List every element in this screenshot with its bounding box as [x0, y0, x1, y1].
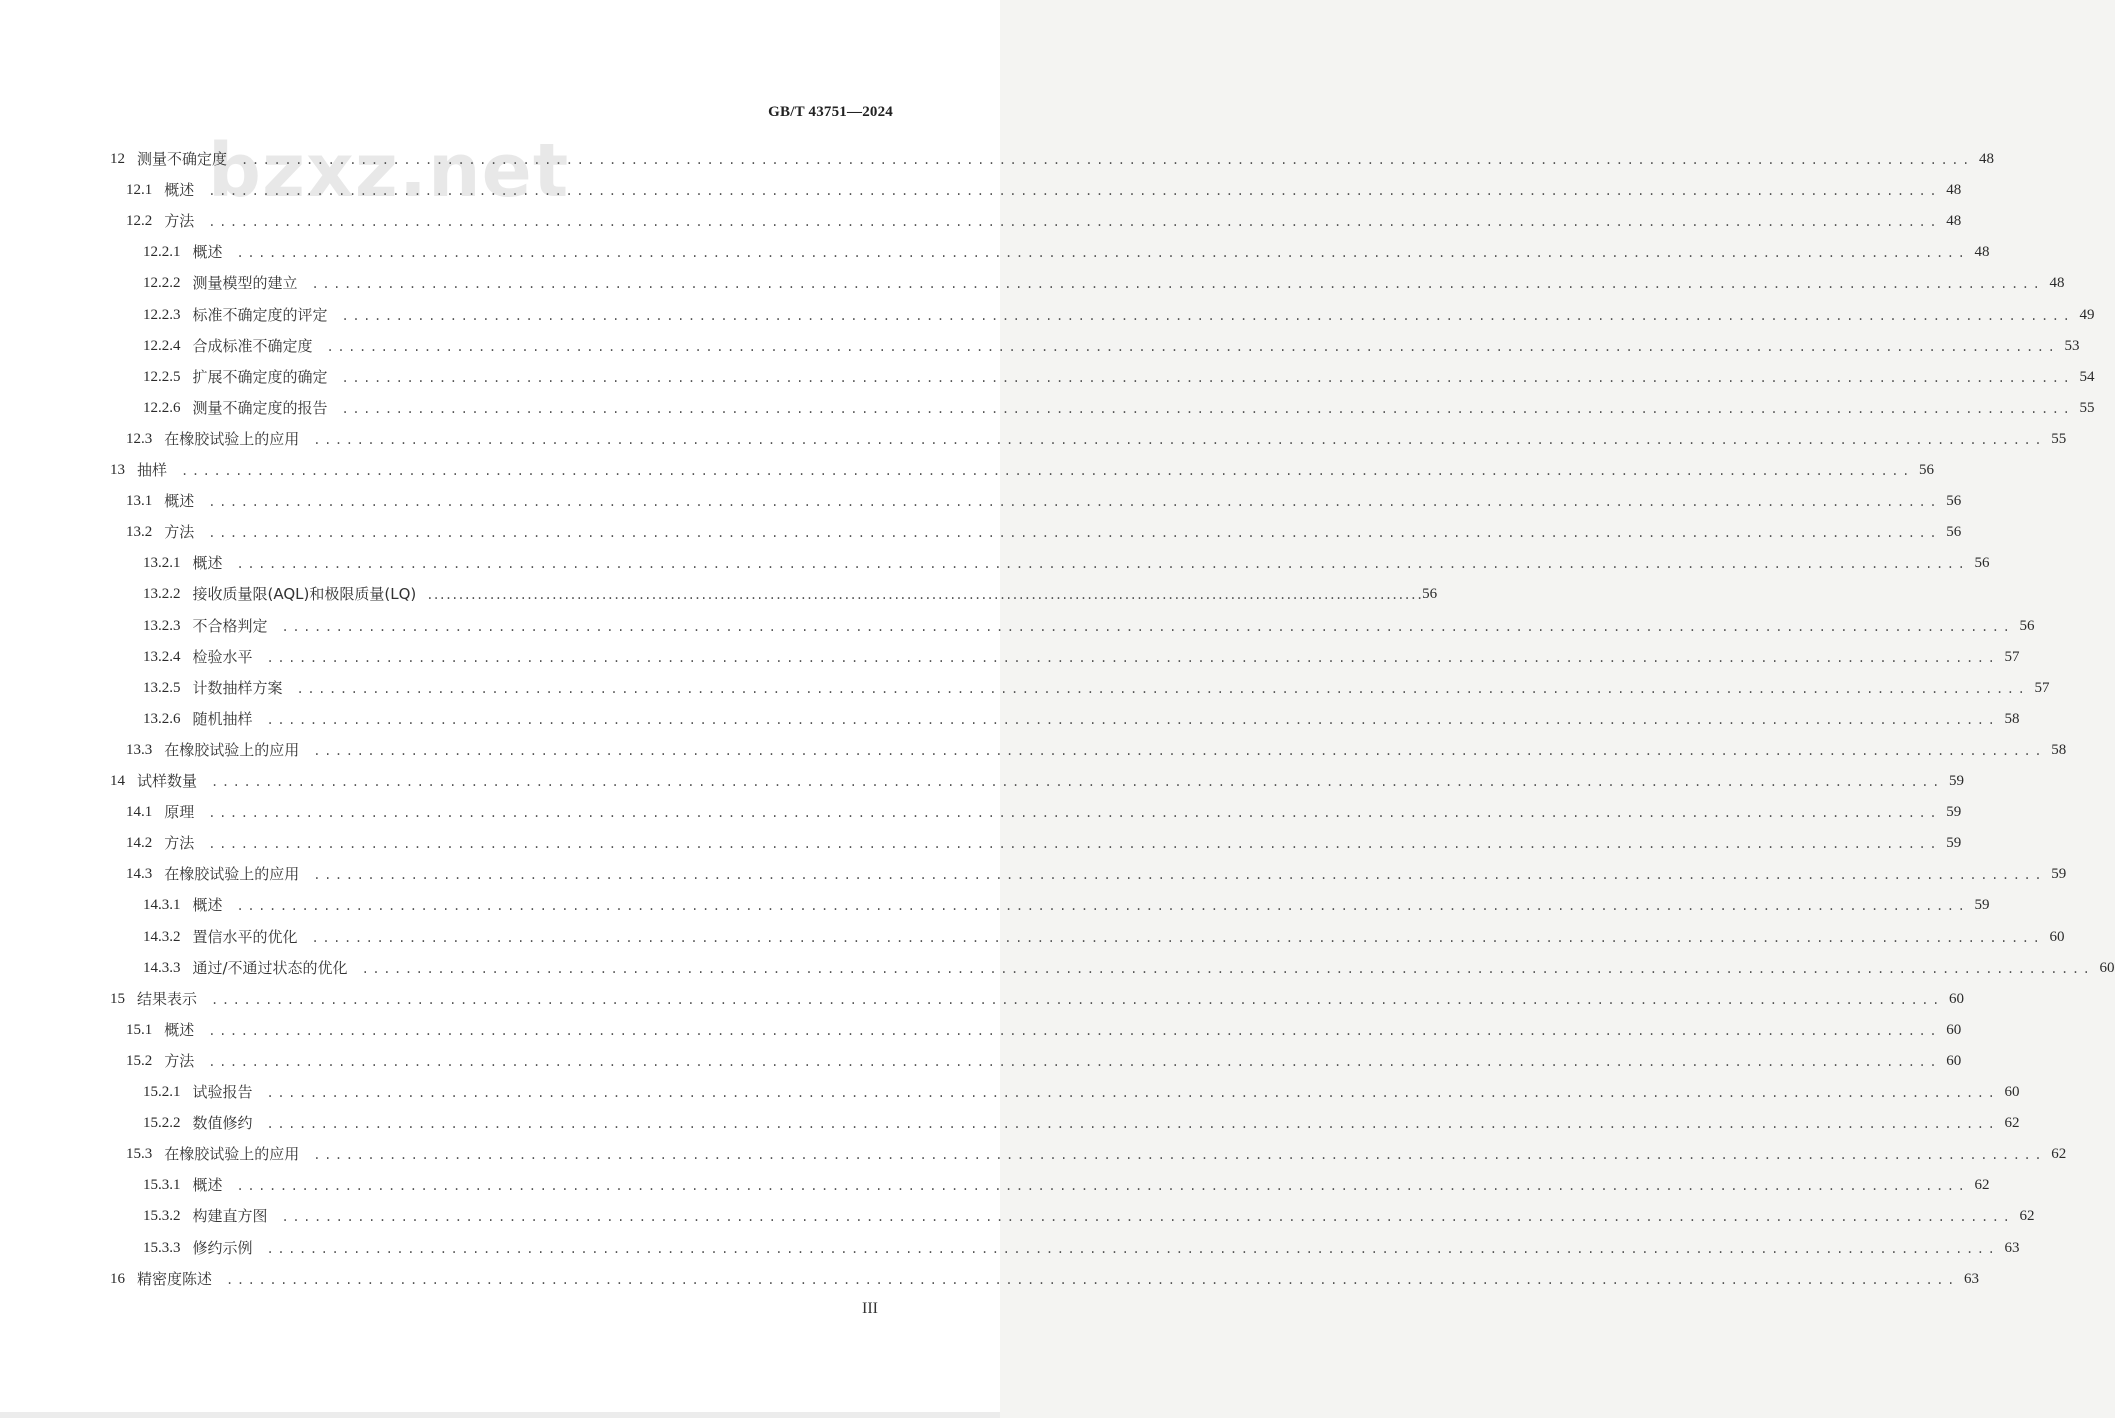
- toc-dot-leader: ................................................................................................................................................................: [208, 184, 1941, 199]
- toc-entry[interactable]: [126, 1139, 2067, 1170]
- toc-entry[interactable]: [143, 362, 2095, 393]
- toc-section-title: 测量模型的建立: [192, 274, 298, 293]
- toc-section-number: 12.2: [126, 213, 153, 230]
- toc-section-title: 测量不确定度的报告: [192, 398, 328, 417]
- toc-section-title: 方法: [164, 1051, 195, 1070]
- toc-dot-leader: ................................................................................................................................................................: [341, 370, 2074, 385]
- toc-section-title: 方法: [164, 523, 195, 542]
- toc-section-title: 在橡胶试验上的应用: [164, 1145, 300, 1164]
- toc-entry[interactable]: [126, 424, 2067, 455]
- toc-page-number: 53: [2064, 337, 2080, 354]
- toc-section-title: 置信水平的优化: [192, 927, 298, 946]
- toc-section-number: 13.2.6: [143, 710, 181, 727]
- toc-entry[interactable]: [143, 268, 2065, 299]
- toc-dot-leader: ................................................................................................................................................................: [296, 681, 2029, 696]
- toc-section-title: 概述: [192, 896, 223, 915]
- toc-entry[interactable]: [143, 1077, 2020, 1108]
- toc-section-number: 13.2.2: [143, 586, 181, 603]
- toc-entry[interactable]: [110, 455, 1934, 486]
- toc-page-number: 60: [1946, 1021, 1962, 1038]
- toc-section-title: 结果表示: [137, 989, 198, 1008]
- toc-section-number: 15.3.2: [143, 1208, 181, 1225]
- toc-section-number: 14.3.3: [143, 959, 181, 976]
- toc-section-number: 15.2.2: [143, 1115, 181, 1132]
- toc-page-number: 60: [2099, 959, 2115, 976]
- toc-section-title: 原理: [164, 803, 195, 822]
- toc-entry[interactable]: [126, 828, 1962, 859]
- toc-dot-leader: ................................................................................................................................................................: [211, 775, 1943, 789]
- toc-page-number: 60: [1948, 990, 1964, 1007]
- toc-dot-leader: ................................................................................................................................................................: [236, 557, 1969, 572]
- toc-section-number: 12.2.4: [143, 337, 181, 354]
- toc-section-title: 在橡胶试验上的应用: [164, 865, 300, 884]
- toc-section-title: 检验水平: [192, 647, 253, 666]
- toc-page-number: 56: [1974, 555, 1990, 572]
- toc-page-number: 48: [1946, 213, 1962, 230]
- watermark-text: bzxz.net: [208, 128, 570, 214]
- toc-page-number: 49: [2079, 306, 2095, 323]
- toc-dot-leader: ................................................................................................................................................................: [426, 588, 1423, 603]
- toc-dot-leader: ................................................................................................................................................................: [313, 1148, 2046, 1163]
- toc-entry[interactable]: [143, 1233, 2020, 1264]
- toc-section-title: 不合格判定: [192, 616, 268, 635]
- toc-page-number: 62: [1974, 1177, 1990, 1194]
- toc-entry[interactable]: [126, 859, 2067, 890]
- toc-section-title: 随机抽样: [192, 709, 253, 728]
- toc-page-number: 48: [1946, 182, 1962, 199]
- toc-entry[interactable]: [126, 1046, 1962, 1077]
- toc-page-number: 58: [2004, 710, 2020, 727]
- toc-section-title: 概述: [192, 554, 223, 573]
- toc-section-title: 计数抽样方案: [192, 678, 283, 697]
- toc-dot-leader: ................................................................................................................................................................: [341, 401, 2074, 416]
- toc-dot-leader: ................................................................................................................................................................: [361, 961, 2094, 976]
- toc-dot-leader: ................................................................................................................................................................: [208, 495, 1941, 510]
- toc-page-number: 48: [1974, 244, 1990, 261]
- toc-entry[interactable]: [126, 735, 2067, 766]
- toc-page-number: 60: [2004, 1084, 2020, 1100]
- toc-section-number: 14.3: [126, 866, 153, 883]
- toc-section-number: 14: [110, 773, 125, 789]
- toc-entry[interactable]: [143, 1201, 2035, 1232]
- toc-page-number: 57: [2004, 648, 2020, 665]
- toc-entry[interactable]: [143, 548, 1990, 579]
- toc-section-title: 通过/不通过状态的优化: [192, 958, 348, 977]
- toc-entry[interactable]: [110, 984, 1964, 1015]
- page-number: III: [862, 1300, 878, 1317]
- toc-dot-leader: ................................................................................................................................................................: [208, 1023, 1941, 1038]
- toc-entry[interactable]: [143, 237, 1990, 268]
- toc-page-number: 62: [2004, 1115, 2020, 1132]
- toc-page-number: 62: [2051, 1146, 2067, 1163]
- toc-dot-leader: ................................................................................................................................................................: [241, 153, 1973, 167]
- toc-section-number: 13.2.4: [143, 648, 181, 665]
- toc-dot-leader: ................................................................................................................................................................: [281, 619, 2014, 634]
- toc-entry[interactable]: [110, 1264, 1979, 1295]
- toc-page-number: 57: [2034, 679, 2050, 696]
- toc-entry[interactable]: [143, 331, 2080, 362]
- toc-section-number: 13.3: [126, 741, 153, 758]
- toc-section-title: 标准不确定度的评定: [192, 305, 328, 324]
- toc-page-number: 56: [1422, 586, 1438, 603]
- toc-dot-leader: ................................................................................................................................................................: [266, 1241, 1999, 1256]
- toc-section-number: 12.2.3: [143, 306, 181, 323]
- toc-section-number: 12.2.6: [143, 399, 181, 416]
- toc-page-number: 55: [2051, 430, 2067, 447]
- toc-section-number: 14.1: [126, 804, 153, 821]
- toc-section-number: 15.3.3: [143, 1239, 181, 1256]
- toc-section-number: 12.2.1: [143, 244, 181, 261]
- toc-page-number: 59: [1946, 804, 1962, 821]
- toc-dot-leader: ................................................................................................................................................................: [313, 743, 2046, 758]
- toc-section-title: 试验报告: [192, 1083, 253, 1101]
- toc-dot-leader: ................................................................................................................................................................: [311, 277, 2044, 292]
- toc-section-title: 接收质量限(AQL)和极限质量(LQ): [192, 585, 417, 604]
- toc-section-title: 扩展不确定度的确定: [192, 367, 328, 386]
- toc-page-number: 54: [2079, 368, 2095, 385]
- toc-section-title: 在橡胶试验上的应用: [164, 740, 300, 759]
- toc-entry[interactable]: [143, 673, 2050, 704]
- toc-section-number: 14.2: [126, 835, 153, 852]
- toc-section-number: 13: [110, 462, 125, 478]
- toc-section-number: 16: [110, 1270, 125, 1287]
- toc-section-title: 方法: [164, 834, 195, 853]
- toc-page-number: 56: [1918, 462, 1934, 478]
- toc-entry[interactable]: [143, 922, 2065, 953]
- toc-section-title: 修约示例: [192, 1238, 253, 1257]
- toc-section-number: 15.1: [126, 1021, 153, 1038]
- toc-page-number: 60: [2049, 928, 2065, 945]
- toc-entry[interactable]: [126, 797, 1962, 828]
- toc-dot-leader: ................................................................................................................................................................: [266, 712, 1999, 727]
- toc-dot-leader: ................................................................................................................................................................: [211, 992, 1943, 1007]
- toc-entry[interactable]: [126, 175, 1962, 206]
- toc-section-title: 概述: [192, 1176, 223, 1195]
- toc-page-number: 60: [1946, 1052, 1962, 1069]
- toc-entry[interactable]: [126, 486, 1962, 517]
- toc-section-number: 15.3.1: [143, 1177, 181, 1194]
- toc-section-title: 概述: [192, 243, 223, 262]
- toc-dot-leader: ................................................................................................................................................................: [236, 246, 1969, 261]
- toc-dot-leader: ................................................................................................................................................................: [266, 1086, 1999, 1100]
- toc-entry[interactable]: [126, 517, 1962, 548]
- toc-entry[interactable]: [110, 766, 1964, 797]
- toc-dot-leader: ................................................................................................................................................................: [208, 526, 1941, 541]
- toc-entry[interactable]: [143, 300, 2095, 331]
- toc-entry[interactable]: [126, 1015, 1962, 1046]
- toc-entry[interactable]: [126, 206, 1962, 237]
- toc-section-number: 12: [110, 151, 125, 167]
- toc-page-number: 59: [1948, 773, 1964, 789]
- toc-dot-leader: ................................................................................................................................................................: [313, 432, 2046, 447]
- toc-section-title: 概述: [164, 181, 195, 200]
- toc-section-title: 概述: [164, 1020, 195, 1039]
- toc-entry[interactable]: [143, 579, 1438, 610]
- toc-entry[interactable]: [143, 642, 2020, 673]
- toc-page-number: 56: [1946, 493, 1962, 510]
- toc-section-title: 概述: [164, 492, 195, 511]
- toc-section-title: 在橡胶试验上的应用: [164, 429, 300, 448]
- toc-entry[interactable]: [143, 953, 2115, 984]
- toc-page-number: 48: [1978, 151, 1994, 167]
- toc-section-title: 测量不确定度: [137, 150, 228, 168]
- toc-section-number: 14.3.2: [143, 928, 181, 945]
- toc-page-number: 63: [2004, 1239, 2020, 1256]
- toc-page-number: 56: [1946, 524, 1962, 541]
- toc-section-number: 12.2.2: [143, 275, 181, 292]
- toc-page-number: 62: [2019, 1208, 2035, 1225]
- page-bottom-edge: [0, 1412, 1000, 1418]
- toc-section-number: 13.1: [126, 493, 153, 510]
- toc-dot-leader: ................................................................................................................................................................: [266, 650, 1999, 665]
- toc-entry[interactable]: [143, 704, 2020, 735]
- toc-dot-leader: ................................................................................................................................................................: [313, 868, 2046, 883]
- toc-section-number: 12.1: [126, 182, 153, 199]
- toc-dot-leader: ................................................................................................................................................................: [326, 339, 2059, 354]
- toc-section-title: 试样数量: [137, 772, 198, 790]
- toc-page-number: 59: [1974, 897, 1990, 914]
- toc-dot-leader: ................................................................................................................................................................: [181, 464, 1913, 478]
- toc-section-number: 15.2.1: [143, 1084, 181, 1100]
- toc-section-title: 数值修约: [192, 1114, 253, 1133]
- toc-entry[interactable]: [143, 890, 1990, 921]
- toc-section-number: 12.3: [126, 430, 153, 447]
- toc-section-number: 14.3.1: [143, 897, 181, 914]
- toc-page-number: 48: [2049, 275, 2065, 292]
- toc-dot-leader: ................................................................................................................................................................: [208, 215, 1941, 230]
- toc-dot-leader: ................................................................................................................................................................: [208, 837, 1941, 852]
- toc-entry[interactable]: [143, 611, 2035, 642]
- toc-dot-leader: ................................................................................................................................................................: [236, 899, 1969, 914]
- toc-dot-leader: ................................................................................................................................................................: [341, 308, 2074, 323]
- toc-section-number: 15.2: [126, 1052, 153, 1069]
- toc-section-title: 方法: [164, 212, 195, 231]
- toc-section-number: 13.2.1: [143, 555, 181, 572]
- toc-entry[interactable]: [143, 1170, 1990, 1201]
- toc-section-number: 13.2.5: [143, 679, 181, 696]
- standard-number: GB/T 43751—2024: [768, 104, 893, 120]
- toc-dot-leader: ................................................................................................................................................................: [266, 1117, 1999, 1132]
- toc-section-number: 12.2.5: [143, 368, 181, 385]
- toc-section-number: 15.3: [126, 1146, 153, 1163]
- toc-section-number: 13.2.3: [143, 617, 181, 634]
- toc-dot-leader: ................................................................................................................................................................: [281, 1210, 2014, 1225]
- toc-section-number: 15: [110, 990, 125, 1007]
- toc-page-number: 56: [2019, 617, 2035, 634]
- toc-page-number: 55: [2079, 399, 2095, 416]
- toc-entry[interactable]: [143, 393, 2095, 424]
- toc-page-number: 58: [2051, 741, 2067, 758]
- toc-dot-leader: ................................................................................................................................................................: [208, 1054, 1941, 1069]
- toc-section-title: 合成标准不确定度: [192, 336, 313, 355]
- toc-dot-leader: ................................................................................................................................................................: [226, 1272, 1958, 1287]
- toc-dot-leader: ................................................................................................................................................................: [236, 1179, 1969, 1194]
- toc-entry[interactable]: [143, 1108, 2020, 1139]
- toc-section-title: 构建直方图: [192, 1207, 268, 1226]
- toc-section-number: 13.2: [126, 524, 153, 541]
- toc-section-title: 精密度陈述: [137, 1269, 213, 1288]
- toc-page-number: 59: [2051, 866, 2067, 883]
- toc-dot-leader: ................................................................................................................................................................: [208, 806, 1941, 821]
- toc-dot-leader: ................................................................................................................................................................: [311, 930, 2044, 945]
- toc-entry[interactable]: [110, 144, 1994, 175]
- toc-page-number: 59: [1946, 835, 1962, 852]
- toc-page-number: 63: [1963, 1270, 1979, 1287]
- toc-section-title: 抽样: [137, 461, 168, 479]
